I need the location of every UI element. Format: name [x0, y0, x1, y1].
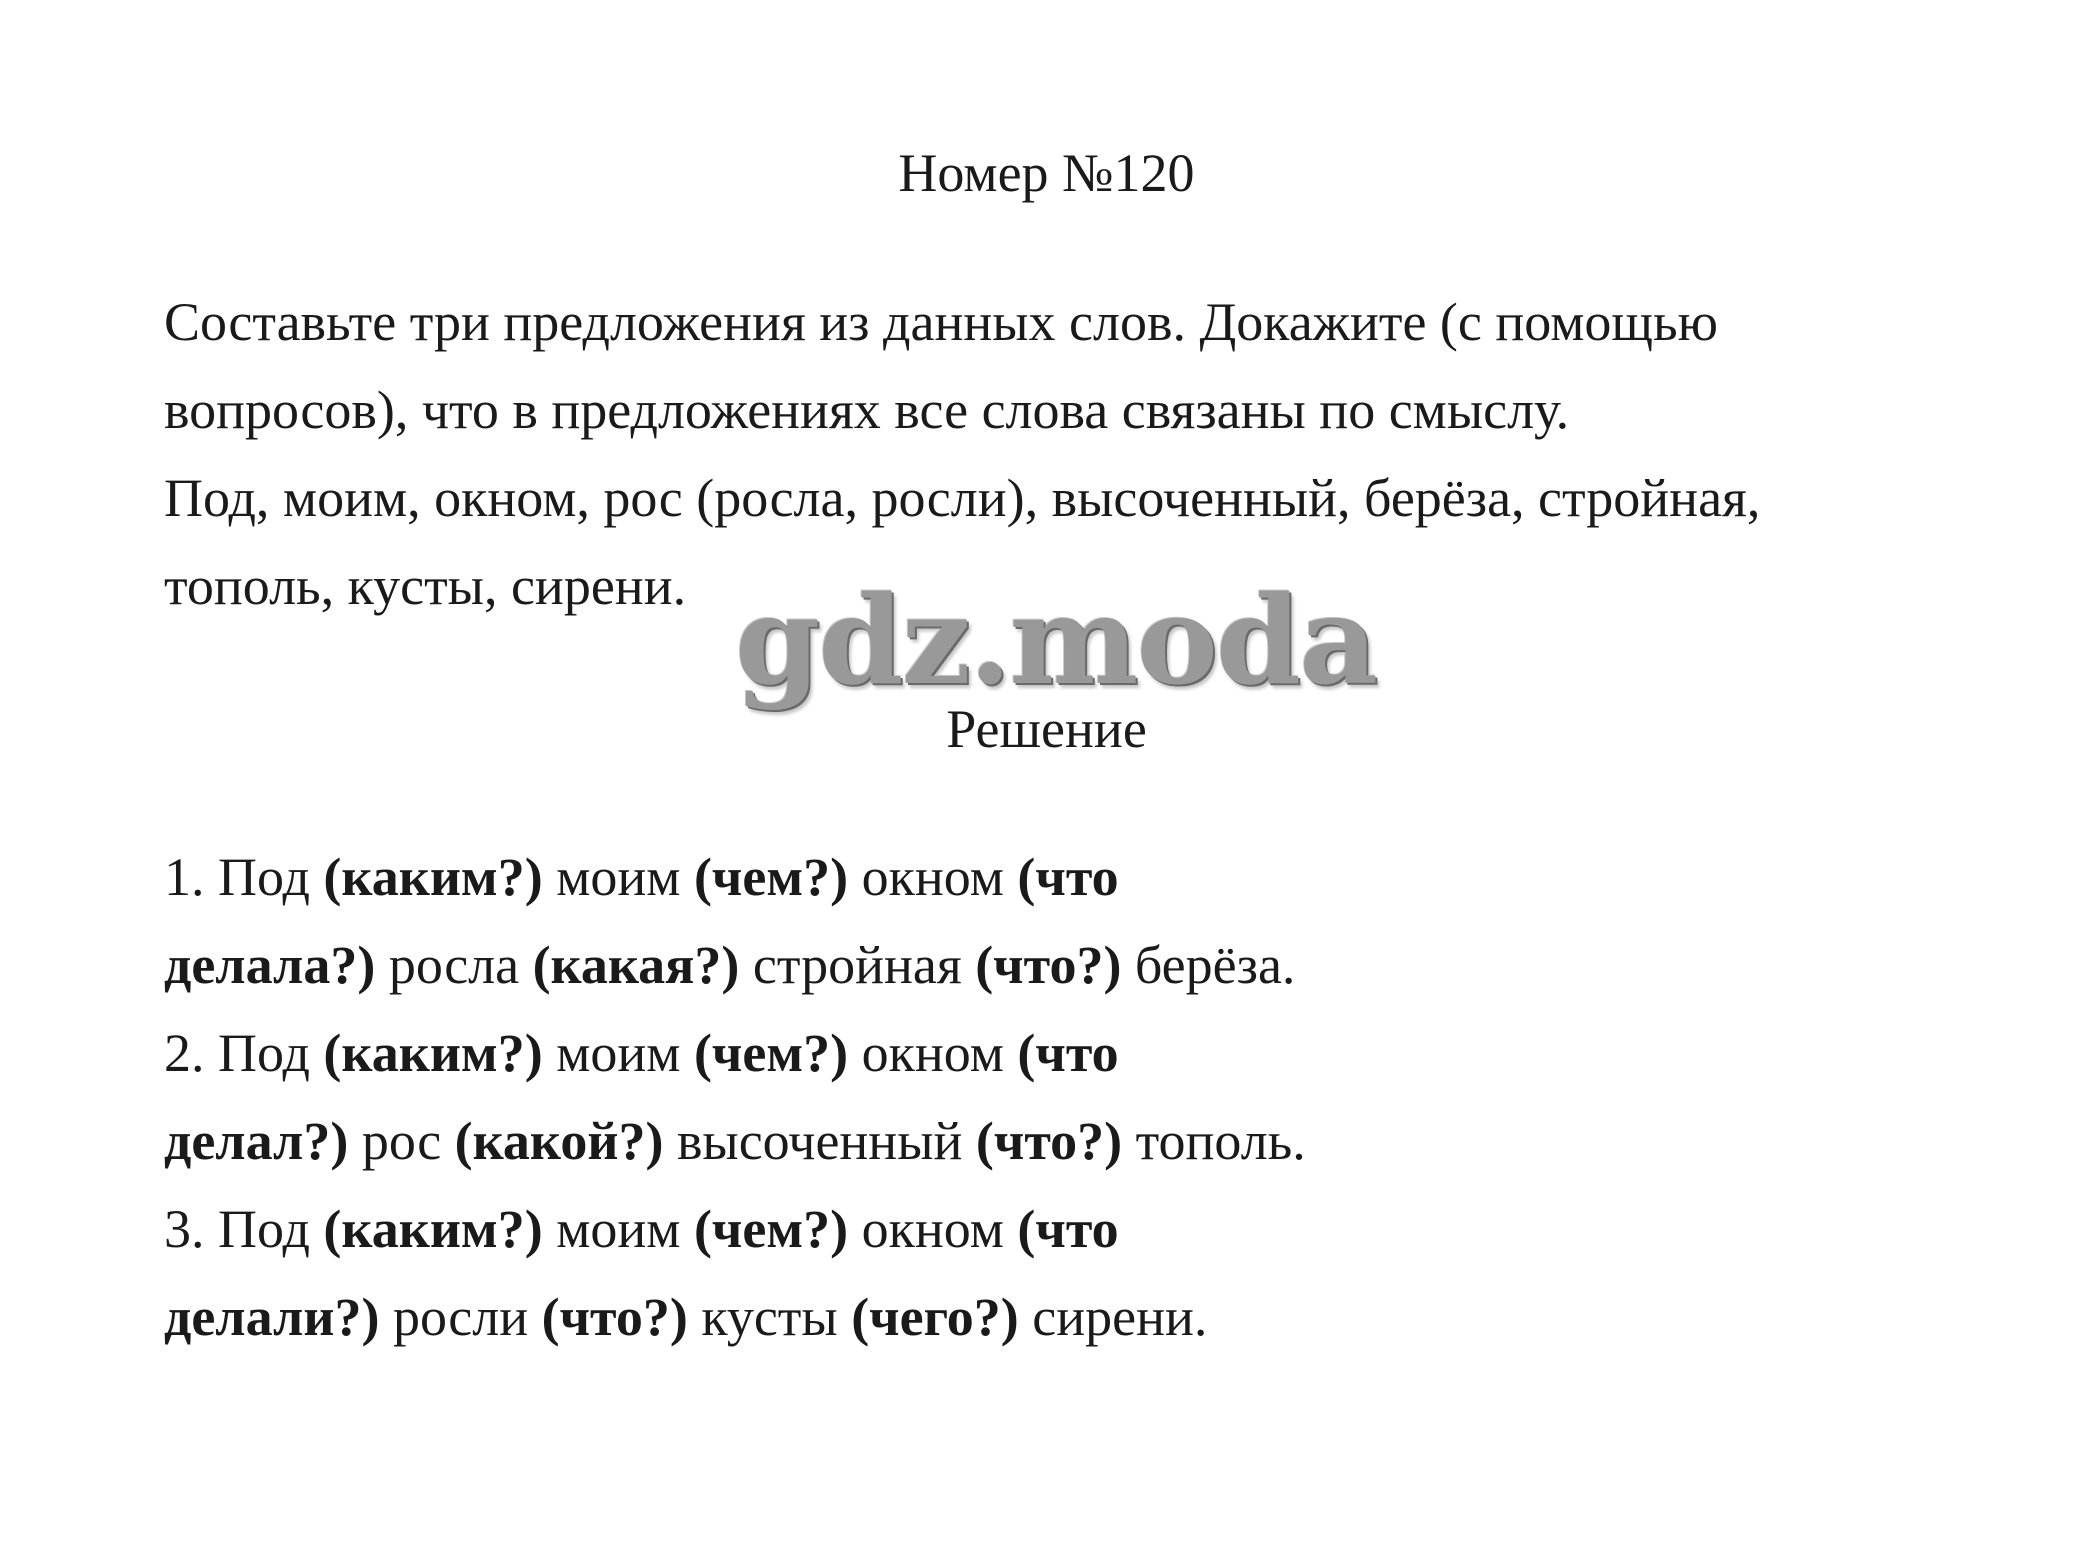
solution-2-line-1 [164, 1009, 1984, 1097]
solution-3-line-1 [164, 1185, 1984, 1273]
text-span: 3. Под [164, 1199, 324, 1259]
text-span: 1. Под [164, 847, 324, 907]
text-span: росли [379, 1287, 542, 1347]
question: (каким?) [323, 1199, 543, 1259]
task-line-3: Под, моим, окном, рос (росла, росли), высоченный, берёза, стройная, [164, 468, 1761, 528]
question: делала?) [164, 935, 376, 995]
text-span: моим [542, 847, 694, 907]
page-title: Номер №120 [898, 143, 1195, 203]
text-span: стройная [739, 935, 976, 995]
task-line-1: Составьте три предложения из данных слов. Докажите (с помощью [164, 292, 1718, 352]
question: (чем?) [693, 1199, 849, 1259]
question: (что?) [975, 1111, 1123, 1171]
text-span: тополь. [1122, 1111, 1306, 1171]
text-span: кусты [687, 1287, 852, 1347]
task-line-4: тополь, кусты, сирени. [164, 556, 687, 616]
question: делал?) [164, 1111, 349, 1171]
question: (каким?) [323, 847, 543, 907]
question: делали?) [164, 1287, 380, 1347]
text-span: окном [848, 847, 1018, 907]
solution-3-line-2 [164, 1273, 1984, 1361]
solution-heading: Решение [946, 699, 1147, 759]
question: (какая?) [532, 935, 740, 995]
text-span: моим [542, 1023, 694, 1083]
solution-1-line-1 [164, 833, 1984, 921]
text-span: сирени. [1018, 1287, 1208, 1347]
question: (что [1017, 847, 1119, 907]
question: (что?) [541, 1287, 688, 1347]
solution-2-line-2 [164, 1097, 1984, 1185]
question: (что?) [975, 935, 1122, 995]
text-span: росла [375, 935, 533, 995]
watermark-logo: gdz.moda [735, 568, 1377, 712]
question: (чем?) [693, 847, 849, 907]
task-line-2: вопросов), что в предложениях все слова связаны по смыслу. [164, 380, 1570, 440]
question: (какой?) [454, 1111, 664, 1171]
text-span: берёза. [1121, 935, 1296, 995]
solution-1-line-2 [164, 921, 1984, 1009]
question: (что [1017, 1199, 1119, 1259]
question: (чего?) [851, 1287, 1019, 1347]
text-span: окном [848, 1199, 1018, 1259]
text-span: рос [348, 1111, 455, 1171]
text-span: высоченный [663, 1111, 976, 1171]
text-span: моим [542, 1199, 694, 1259]
text-span: 2. Под [164, 1023, 324, 1083]
question: (чем?) [693, 1023, 849, 1083]
solution-text [164, 833, 1984, 1361]
text-span: окном [848, 1023, 1018, 1083]
question: (каким?) [323, 1023, 543, 1083]
question: (что [1017, 1023, 1119, 1083]
